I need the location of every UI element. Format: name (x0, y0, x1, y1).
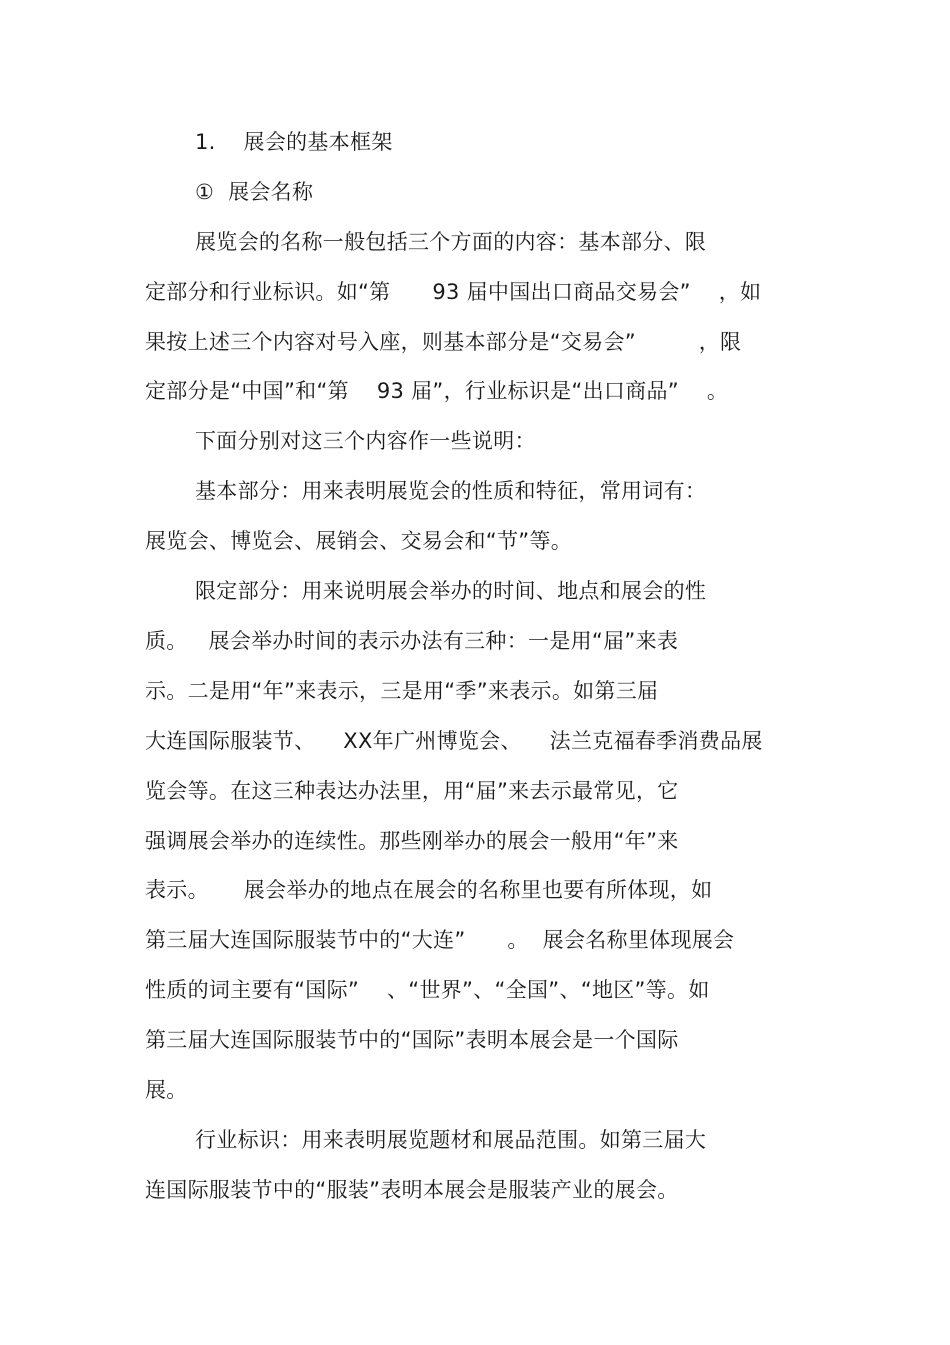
paragraph-line: 定部分是“中国”和“第 93 届”，行业标识是“出口商品” 。 (145, 379, 729, 403)
paragraph-line: 第三届大连国际服装节中的“大连” 。 展会名称里体现展会 (145, 928, 735, 952)
paragraph-line: 果按上述三个内容对号入座，则基本部分是“交易会” ，限 (145, 330, 742, 354)
paragraph-line: 览会等。在这三种表达办法里，用“届”来去示最常见，它 (145, 779, 679, 803)
paragraph-line: 展览会、博览会、展销会、交易会和“节”等。 (145, 529, 573, 553)
paragraph-line: 基本部分：用来表明展览会的性质和特征，常用词有： (195, 479, 707, 503)
subsection-heading: ① 展会名称 (195, 180, 314, 204)
paragraph-line: 行业标识：用来表明展览题材和展品范围。如第三届大 (195, 1128, 707, 1152)
paragraph-line: 定部分和行业标识。如“第 93 届中国出口商品交易会” ，如 (145, 280, 762, 304)
paragraph-line: 连国际服装节中的“服装”表明本展会是服装产业的展会。 (145, 1178, 679, 1202)
paragraph-line: 展。 (145, 1078, 188, 1102)
paragraph-line: 示。二是用“年”来表示，三是用“季”来表示。如第三届 (145, 679, 659, 703)
paragraph-line: 质。 展会举办时间的表示办法有三种：一是用“届”来表 (145, 629, 679, 653)
paragraph-line: 第三届大连国际服装节中的“国际”表明本展会是一个国际 (145, 1028, 679, 1052)
paragraph-line: 展览会的名称一般包括三个方面的内容：基本部分、限 (195, 230, 707, 254)
section-heading: 1. 展会的基本框架 (195, 130, 393, 154)
paragraph-line: 大连国际服装节、 XX年广州博览会、 法兰克福春季消费品展 (145, 729, 763, 753)
paragraph-line: 下面分别对这三个内容作一些说明： (195, 429, 536, 453)
paragraph-line: 性质的词主要有“国际” 、“世界”、“全国”、“地区”等。如 (145, 978, 710, 1002)
paragraph-line: 限定部分：用来说明展会举办的时间、地点和展会的性 (195, 579, 707, 603)
paragraph-line: 强调展会举办的连续性。那些刚举办的展会一般用“年”来 (145, 829, 679, 853)
paragraph-line: 表示。 展会举办的地点在展会的名称里也要有所体现，如 (145, 878, 713, 902)
